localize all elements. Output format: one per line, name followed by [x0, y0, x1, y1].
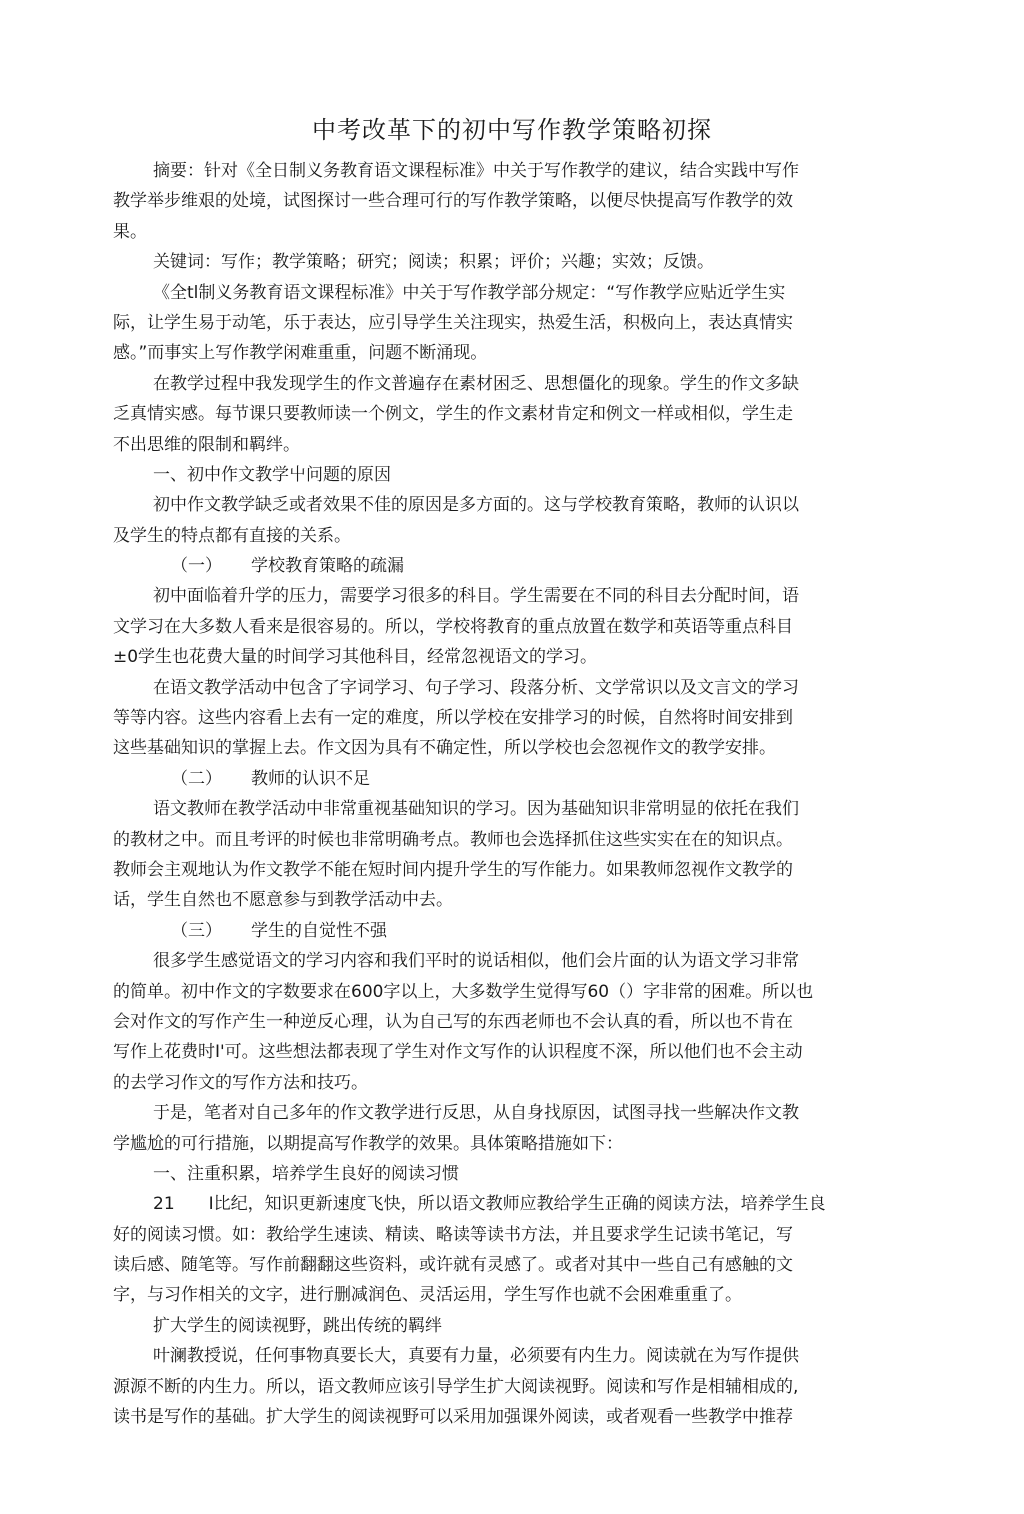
- paragraph-line: 在语文教学活动中包含了字词学习、句子学习、段落分析、文学常识以及文言文的学习: [153, 677, 799, 698]
- paragraph-line: 教师会主观地认为作文教学不能在短时间内提升学生的写作能力。如果教师忽视作文教学的: [113, 859, 793, 880]
- paragraph-line: 初中面临着升学的压力，需要学习很多的科目。学生需要在不同的科目去分配时间，语: [153, 586, 799, 607]
- document-title: 中考改革下的初中写作教学策略初探: [312, 116, 712, 144]
- paragraph-line: 21 I比纪，知识更新速度飞快，所以语文教师应教给学生正确的阅读方法，培养学生良: [153, 1194, 826, 1215]
- paragraph-line: 《全tl制义务教育语文课程标准》中关于写作教学部分规定：“写作教学应贴近学生实: [153, 282, 786, 303]
- paragraph-line: 初中作文教学缺乏或者效果不佳的原因是多方面的。这与学校教育策略，教师的认识以: [153, 495, 799, 516]
- paragraph-line: 在教学过程中我发现学生的作文普遍存在素材困乏、思想僵化的现象。学生的作文多缺: [153, 373, 799, 394]
- section-title: 学校教育策略的疏漏: [251, 556, 404, 577]
- section-number: （一）: [171, 556, 222, 577]
- heading-line: 扩大学生的阅读视野，跳出传统的羁绊: [153, 1315, 442, 1336]
- paragraph-line: 字，与习作相关的文字，进行删减润色、灵活运用，学生写作也就不会困难重重了。: [113, 1285, 742, 1306]
- paragraph-line: 好的阅读习惯。如：教给学生速读、精读、略读等读书方法，并且要求学生记读书笔记，写: [113, 1224, 793, 1245]
- abstract-line: 教学举步维艰的处境，试图探讨一些合理可行的写作教学策略，以便尽快提高写作教学的效: [113, 191, 793, 212]
- paragraph-line: 读后感、随笔等。写作前翻翻这些资料，或许就有灵感了。或者对其中一些自己有感触的文: [113, 1255, 793, 1276]
- paragraph-line: 叶澜教授说，任何事物真要长大，真要有力量，必须要有内生力。阅读就在为写作提供: [153, 1346, 799, 1367]
- paragraph-line: 很多学生感觉语文的学习内容和我们平时的说话相似，他们会片面的认为语文学习非常: [153, 951, 799, 972]
- paragraph-line: 源源不断的内生力。所以，语文教师应该引导学生扩大阅读视野。阅读和写作是相辅相成的,: [113, 1376, 799, 1397]
- paragraph-line: 乏真情实感。每节课只要教师读一个例文，学生的作文素材肯定和例文一样或相似，学生走: [113, 404, 793, 425]
- paragraph-line: 学尴尬的可行措施，以期提高写作教学的效果。具体策略措施如下：: [113, 1133, 623, 1154]
- heading-line: 一、初中作文教学屮问题的原因: [153, 464, 391, 485]
- section-number: （二）: [171, 768, 222, 789]
- paragraph-line: 语文教师在教学活动中非常重视基础知识的学习。因为基础知识非常明显的依托在我们: [153, 799, 799, 820]
- section-heading: [113, 916, 913, 946]
- section-number: （三）: [171, 920, 222, 941]
- section-title: 教师的认识不足: [251, 768, 370, 789]
- paragraph-line: 际，让学生易于动笔，乐于表达，应引导学生关注现实，热爱生活，积极向上，表达真情实: [113, 312, 793, 333]
- paragraph-line: 会对作文的写作产生一种逆反心理，认为自己写的东西老师也不会认真的看，所以也不肯在: [113, 1011, 793, 1032]
- document-body: [113, 156, 913, 1432]
- abstract-line: 果。: [113, 221, 147, 242]
- paragraph-line: 感。”而事实上写作教学闲难重重，问题不断涌现。: [113, 343, 488, 364]
- paragraph-line: 写作上花费时I'可。这些想法都表现了学生对作文写作的认识程度不深，所以他们也不会主动: [113, 1042, 803, 1063]
- section-title: 学生的自觉性不强: [251, 920, 387, 941]
- section-heading: [113, 764, 913, 794]
- paragraph-line: 文学习在大多数人看来是很容易的。所以，学校将教育的重点放置在数学和英语等重点科目: [113, 616, 793, 637]
- paragraph-line: 于是，笔者对自己多年的作文教学进行反思，从自身找原因，试图寻找一些解决作文教: [153, 1103, 799, 1124]
- paragraph-line: 话，学生自然也不愿意参与到教学活动中去。: [113, 890, 453, 911]
- heading-line: 一、注重积累，培养学生良好的阅读习惯: [153, 1163, 459, 1184]
- paragraph-line: 的去学习作文的写作方法和技巧。: [113, 1072, 368, 1093]
- paragraph-line: 及学生的特点都有直接的关系。: [113, 525, 351, 546]
- paragraph-line: 不出思维的限制和羁绊。: [113, 434, 300, 455]
- paragraph-line: 等等内容。这些内容看上去有一定的难度，所以学校在安排学习的时候，自然将时间安排到: [113, 708, 793, 729]
- paragraph-line: 读书是写作的基础。扩大学生的阅读视野可以采用加强课外阅读，或者观看一些教学中推荐: [113, 1407, 793, 1428]
- section-heading: [113, 551, 913, 581]
- abstract-line: 摘要：针对《全日制义务教育语文课程标准》中关于写作教学的建议，结合实践中写作: [153, 161, 799, 181]
- paragraph-line: 这些基础知识的掌握上去。作文因为具有不确定性，所以学校也会忽视作文的教学安排。: [113, 738, 776, 759]
- paragraph-line: ±0学生也花费大量的时间学习其他科目，经常忽视语文的学习。: [113, 647, 598, 668]
- paragraph-line: 的教材之中。而且考评的时候也非常明确考点。教师也会选择抓住这些实实在在的知识点。: [113, 829, 793, 850]
- paragraph-line: 的简单。初中作文的字数要求在600字以上，大多数学生觉得写60（）字非常的困难。所以也: [113, 981, 814, 1002]
- keywords-line: 关键词：写作；教学策略；研究；阅读；积累；评价；兴趣；实效；反馈。: [153, 252, 714, 273]
